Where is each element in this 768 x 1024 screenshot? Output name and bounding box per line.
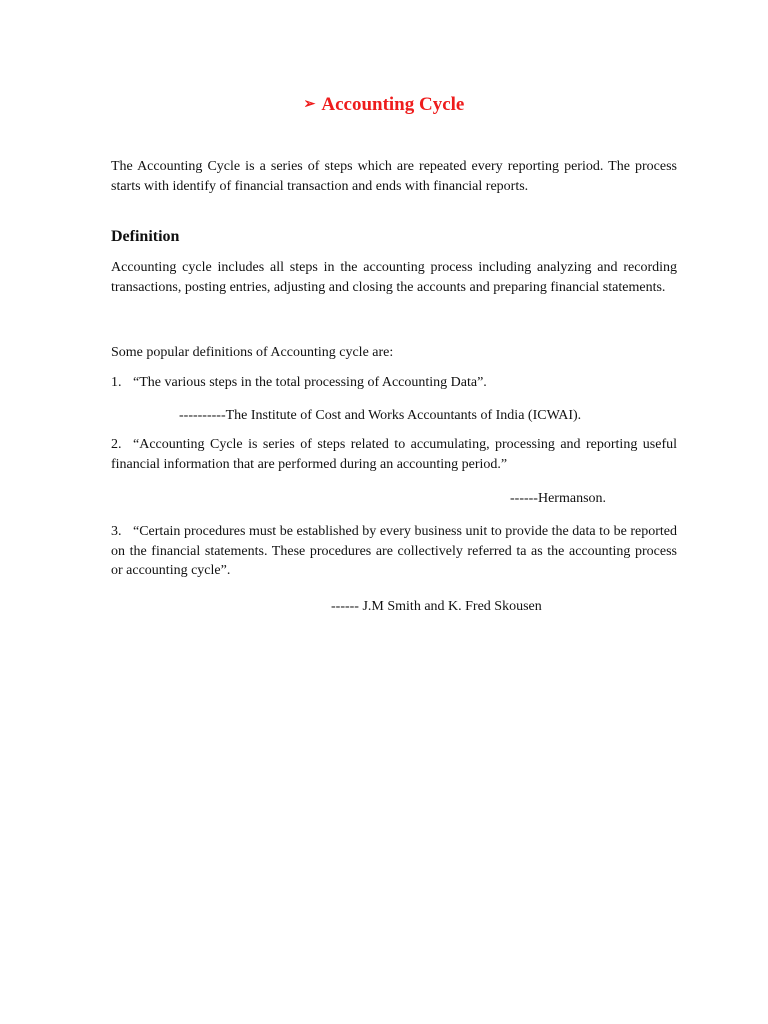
definition-number: 1. [111,375,122,390]
definition-item-2 [111,435,677,474]
intro-paragraph: The Accounting Cycle is a series of steps which are repeated every reporting period. The process starts with identify of financial transaction and ends with financial reports. [111,159,677,194]
popular-definitions-intro: Some popular definitions of Accounting cycle are: [111,345,394,360]
definition-quote: “Certain procedures must be established by every business unit to provide the data to be reported on the financial statements. These procedures are collectively referred ta as the accounting process or accounting cycle”. [111,524,677,578]
definition-quote: “Accounting Cycle is series of steps related to accumulating, processing and reporting useful financial information that are performed during an accounting period.” [111,437,677,472]
definition-source: ----------The Institute of Cost and Works Accountants of India (ICWAI). [179,408,582,423]
definition-paragraph: Accounting cycle includes all steps in the accounting process including analyzing and recording transactions, posting entries, adjusting and closing the accounts and preparing financial statements. [111,260,677,295]
arrow-bullet-icon: ➢ [303,97,316,112]
definition-source: ------Hermanson. [510,491,607,506]
definition-source: ------ J.M Smith and K. Fred Skousen [331,599,542,614]
definition-number: 2. [111,437,122,452]
definition-item-3 [111,522,677,581]
definition-item-1 [111,373,677,393]
definition-number: 3. [111,524,122,539]
page-title-text: Accounting Cycle [321,94,465,115]
page-title [0,92,768,120]
definition-heading: Definition [111,228,180,245]
definition-quote: “The various steps in the total processing of Accounting Data”. [133,375,487,390]
